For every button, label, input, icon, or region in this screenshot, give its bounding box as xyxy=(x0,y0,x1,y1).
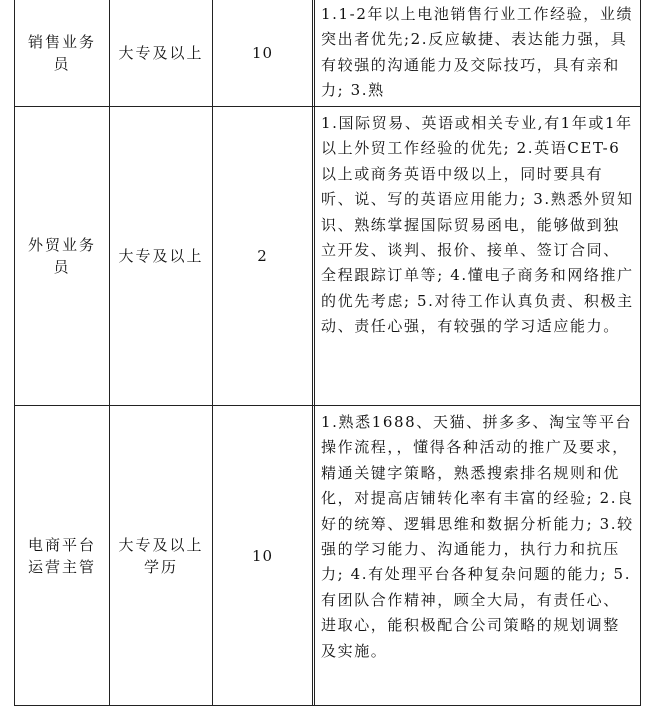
position-cell xyxy=(14,0,109,106)
job-requirements: 1.熟悉1688、天猫、拼多多、淘宝等平台操作流程，，懂得各种活动的推广及要求，精通关键字策略，熟悉搜索排名规则和优化，对提高店铺转化率有丰富的经验; 2.良好的统筹、逻辑思维和数据分析能力; 3.较强的学习能力、沟通能力，执行力和抗压力; 4.有处理平台各种复杂问题的能力; 5.有团队合作精神，顾全大局，有责任心、进取心，能积极配合公司策略的规划调整及实施。 xyxy=(321,413,634,660)
row-divider xyxy=(14,705,641,706)
headcount-cell xyxy=(212,0,312,106)
education-cell xyxy=(109,406,212,706)
requirements-cell xyxy=(312,107,641,405)
position-cell xyxy=(14,107,109,405)
headcount-cell xyxy=(212,406,312,706)
education-cell xyxy=(109,107,212,405)
position-cell xyxy=(14,406,109,706)
education-requirement: 大专及以上 xyxy=(118,247,204,265)
headcount-cell xyxy=(212,107,312,405)
job-requirements: 1.1-2年以上电池销售行业工作经验，业绩突出者优先;2.反应敏捷、表达能力强，具有较强的沟通能力及交际技巧，具有亲和力; 3.熟 xyxy=(321,5,634,100)
education-cell xyxy=(109,0,212,106)
table-row xyxy=(14,0,641,106)
position-name: 外贸业务员 xyxy=(27,236,96,276)
education-requirement: 大专及以上 xyxy=(118,44,204,62)
headcount: 2 xyxy=(257,247,268,265)
requirements-cell xyxy=(312,0,641,106)
table-row xyxy=(14,107,641,405)
headcount: 10 xyxy=(251,547,274,565)
recruitment-table xyxy=(14,0,641,706)
education-requirement: 大专及以上学历 xyxy=(118,536,204,576)
headcount: 10 xyxy=(251,44,274,62)
table-row xyxy=(14,406,641,706)
job-requirements: 1.国际贸易、英语或相关专业,有1年或1年以上外贸工作经验的优先; 2.英语CET-6以上或商务英语中级以上，同时要具有听、说、写的英语应用能力; 3.熟悉外贸知识、熟练掌握国际贸易函电，能够做到独立开发、谈判、报价、接单、签订合同、全程跟踪订单等; 4.懂电子商务和网络推广的优先考虑; 5.对待工作认真负责、积极主动、责任心强，有较强的学习适应能力。 xyxy=(321,114,634,336)
requirements-cell xyxy=(312,406,641,706)
position-name: 销售业务员 xyxy=(27,33,96,73)
position-name: 电商平台运营主管 xyxy=(27,536,96,576)
